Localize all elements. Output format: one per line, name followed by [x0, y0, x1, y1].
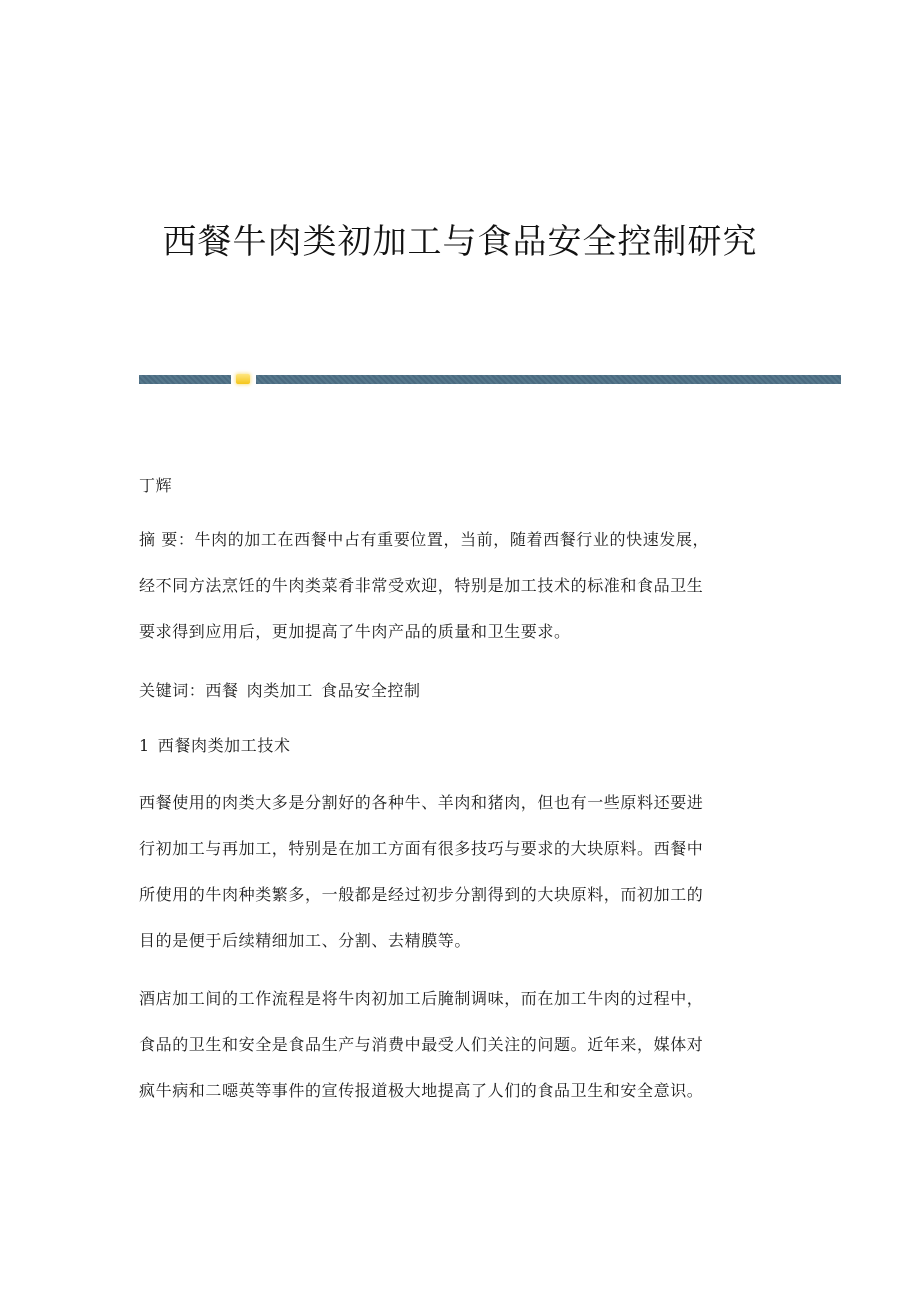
paragraph-line: 目的是便于后续精细加工、分割、去精膜等。 — [139, 931, 472, 950]
keyword: 食品安全控制 — [321, 681, 421, 700]
abstract-line: 经不同方法烹饪的牛肉类菜肴非常受欢迎，特别是加工技术的标准和食品卫生 — [139, 576, 704, 595]
paragraph-line: 疯牛病和二噁英等事件的宣传报道极大地提高了人们的食品卫生和安全意识。 — [139, 1081, 704, 1100]
abstract-label: 摘 要： — [139, 530, 195, 549]
paragraph-line: 食品的卫生和安全是食品生产与消费中最受人们关注的问题。近年来，媒体对 — [139, 1035, 704, 1054]
divider-bar-left — [139, 375, 231, 384]
section-heading — [139, 723, 789, 769]
keywords-line — [139, 668, 789, 714]
paragraph-line: 酒店加工间的工作流程是将牛肉初加工后腌制调味，而在加工牛肉的过程中， — [139, 989, 704, 1008]
abstract-text: 牛肉的加工在西餐中占有重要位置，当前，随着西餐行业的快速发展， — [194, 530, 710, 549]
author-name: 丁辉 — [139, 476, 173, 495]
abstract-line — [139, 517, 789, 563]
author — [139, 463, 789, 509]
section-title: 西餐肉类加工技术 — [157, 736, 291, 755]
paragraph-line: 行初加工与再加工，特别是在加工方面有很多技巧与要求的大块原料。西餐中 — [139, 839, 704, 858]
keywords — [139, 668, 789, 714]
section-number: 1 — [139, 736, 150, 755]
title-divider — [139, 375, 841, 385]
body-paragraph — [139, 976, 789, 1114]
section-heading-line — [139, 723, 789, 769]
divider-bar-right — [256, 375, 841, 384]
body-paragraph — [139, 780, 789, 964]
document-title: 西餐牛肉类初加工与食品安全控制研究 — [162, 222, 758, 262]
paragraph-line: 所使用的牛肉种类繁多，一般都是经过初步分割得到的大块原料，而初加工的 — [139, 885, 704, 904]
abstract — [139, 517, 789, 655]
keywords-label: 关键词： — [139, 681, 206, 700]
abstract-line: 要求得到应用后，更加提高了牛肉产品的质量和卫生要求。 — [139, 622, 571, 641]
keyword: 肉类加工 — [246, 681, 314, 700]
keyword: 西餐 — [205, 681, 239, 700]
paragraph-line: 西餐使用的肉类大多是分割好的各种牛、羊肉和猪肉，但也有一些原料还要进 — [139, 793, 704, 812]
divider-ornament-icon — [236, 374, 250, 384]
